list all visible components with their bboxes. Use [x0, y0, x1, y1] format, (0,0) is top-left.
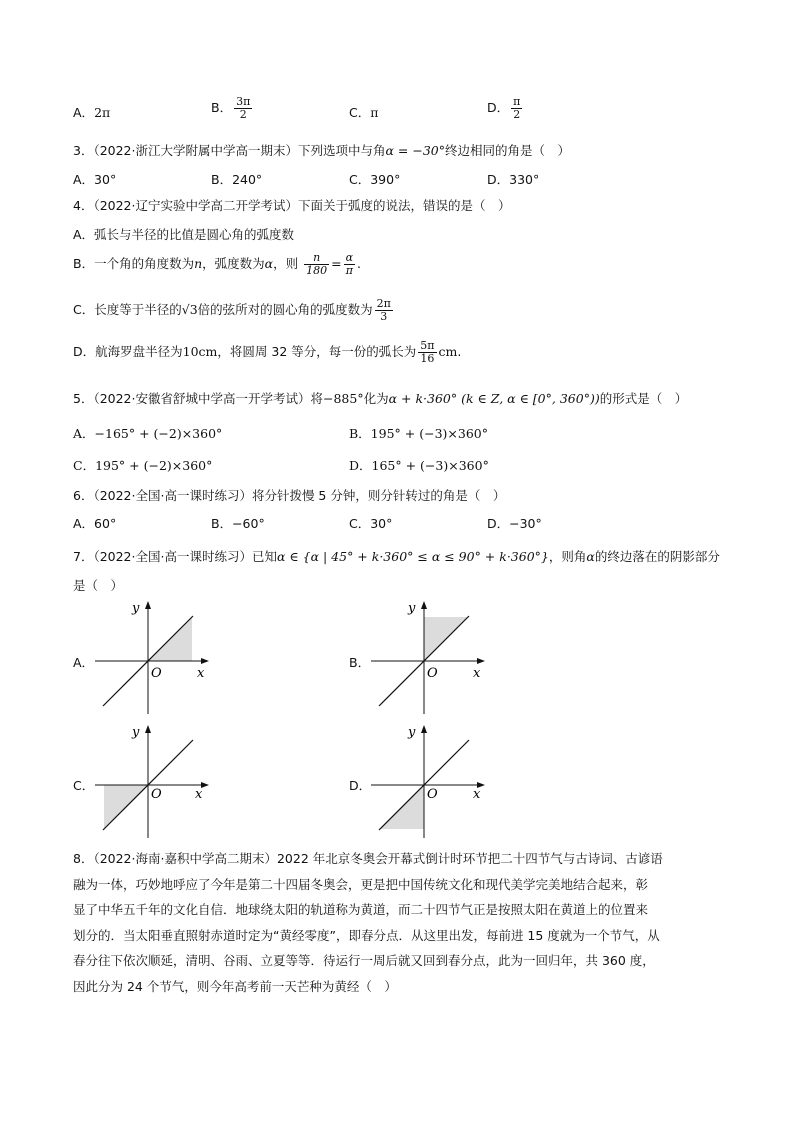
q7-graph-d [371, 722, 491, 838]
q8-line: 因此分为 24 个节气，则今年高考前一天芒种为黄经（ ） [73, 978, 397, 994]
q5-option-d: D．165° + (−3)×360° [349, 458, 489, 473]
q3-option-b: B．240° [211, 172, 263, 187]
origin-label: O [151, 666, 162, 681]
q2-b-fraction: $\frac{3\pi}{2}$ [236, 95, 251, 122]
q4-option-a: A．弧长与半径的比值是圆心角的弧度数 [73, 227, 295, 242]
q2-option-d: D． $\frac{\pi}{2}$ [487, 95, 521, 122]
origin-label: O [427, 787, 438, 802]
q4-c-fraction: $\frac{2\pi}{3}$ [376, 297, 391, 324]
q4-option-d: D．航海罗盘半径为10cm，将圆周 32 等分，每一份的弧长为 $\frac{5\pi}{16}$ cm. [73, 339, 462, 366]
q4-b-fraction-2: $\frac{\alpha}{\pi}$ [345, 251, 354, 278]
q7-option-d-label: D． [349, 778, 372, 793]
q3-stem: 3．（2022·浙江大学附属中学高一期末）下列选项中与角α = −30°终边相同的角是（ ） [73, 143, 571, 158]
q6-option-c: C．30° [349, 516, 393, 531]
q6-option-d: D．−30° [487, 516, 542, 531]
x-axis-arrow [477, 658, 485, 664]
origin-label: O [151, 787, 162, 802]
q8-paragraph [73, 846, 725, 999]
y-axis-arrow [145, 601, 151, 609]
y-axis-arrow [421, 725, 427, 733]
q5-option-b: B．195° + (−3)×360° [349, 426, 488, 441]
q2-option-a: A．2π [73, 105, 111, 120]
q3-option-d: D．330° [487, 172, 540, 187]
q4-option-b: B．一个角的角度数为n，弧度数为α，则 $\frac{n}{180}$ = $\frac{\alpha}{\pi}$ . [73, 251, 362, 278]
q7-graph-a [95, 598, 215, 714]
y-axis-arrow [145, 725, 151, 733]
q7-stem-line2: 是（ ） [73, 578, 124, 593]
q8-line: 显了中华五千年的文化自信．地球绕太阳的轨道称为黄道，而二十四节气正是按照太阳在黄道上的位置来 [73, 902, 649, 917]
x-label: x [197, 666, 205, 681]
q4-stem: 4．（2022·辽宁实验中学高二开学考试）下面关于弧度的说法，错误的是（ ） [73, 198, 511, 213]
x-axis-arrow [201, 658, 209, 664]
q4-b-fraction-1: $\frac{n}{180}$ [306, 251, 328, 278]
y-label: y [132, 725, 140, 740]
y-label: y [408, 601, 416, 616]
q7-graph-c [95, 722, 215, 838]
q6-option-b: B．−60° [211, 516, 265, 531]
q4-c-root: √3 [181, 302, 198, 318]
q7-graph-b [371, 598, 491, 714]
q3-option-c: C．390° [349, 172, 401, 187]
y-axis-arrow [421, 601, 427, 609]
q5-stem: 5．（2022·安徽省舒城中学高一开学考试）将−885°化为α + k·360° (k ∈ Z, α ∈ [0°, 360°))的形式是（ ） [73, 391, 688, 406]
q8-line: 划分的．当太阳垂直照射赤道时定为“黄经零度”，即春分点．从这里出发，每前进 15 度就为一个节气，从 [73, 927, 660, 943]
q3-option-a: A．30° [73, 172, 117, 187]
x-label: x [473, 666, 481, 681]
q5-option-c: C．195° + (−2)×360° [73, 458, 213, 473]
q5-option-a: A．−165° + (−2)×360° [73, 426, 223, 441]
q8-line: 融为一体，巧妙地呼应了今年是第二十四届冬奥会，更是把中国传统文化和现代美学完美地结合起来，彰 [73, 876, 649, 892]
q2-option-b: B． $\frac{3\pi}{2}$ [211, 95, 251, 122]
q4-d-fraction: $\frac{5\pi}{16}$ [420, 339, 435, 366]
q7-option-a-label: A． [73, 655, 95, 670]
q8-line: 春分往下依次顺延，清明、谷雨、立夏等等．待运行一周后就又回到春分点，此为一回归年，共 360 度， [73, 953, 655, 968]
q2-c-value: π [370, 105, 379, 120]
q2-option-c: C．π [349, 105, 379, 120]
x-label: x [195, 787, 203, 802]
y-label: y [408, 725, 416, 740]
q7-stem: 7．（2022·全国·高一课时练习）已知α ∈ {α | 45° + k·360° ≤ α ≤ 90° + k·360°}，则角α的终边落在的阴影部分 [73, 549, 720, 564]
q2-a-value: 2π [94, 105, 111, 120]
q6-stem: 6．（2022·全国·高一课时练习）将分针拨慢 5 分钟，则分针转过的角是（ ） [73, 488, 506, 503]
q7-option-b-label: B． [349, 655, 371, 670]
q8-line: 8．（2022·海南·嘉积中学高二期末）2022 年北京冬奥会开幕式倒计时环节把二十四节气与古诗词、古谚语 [73, 851, 663, 866]
x-label: x [473, 787, 481, 802]
q4-option-c: C．长度等于半径的√3倍的弦所对的圆心角的弧度数为 $\frac{2\pi}{3}$ [73, 297, 391, 324]
q3-angle: α = −30° [385, 143, 445, 158]
origin-label: O [427, 666, 438, 681]
q7-option-c-label: C． [73, 778, 95, 793]
y-label: y [132, 601, 140, 616]
q2-d-fraction: $\frac{\pi}{2}$ [513, 95, 521, 122]
q6-option-a: A．60° [73, 516, 117, 531]
